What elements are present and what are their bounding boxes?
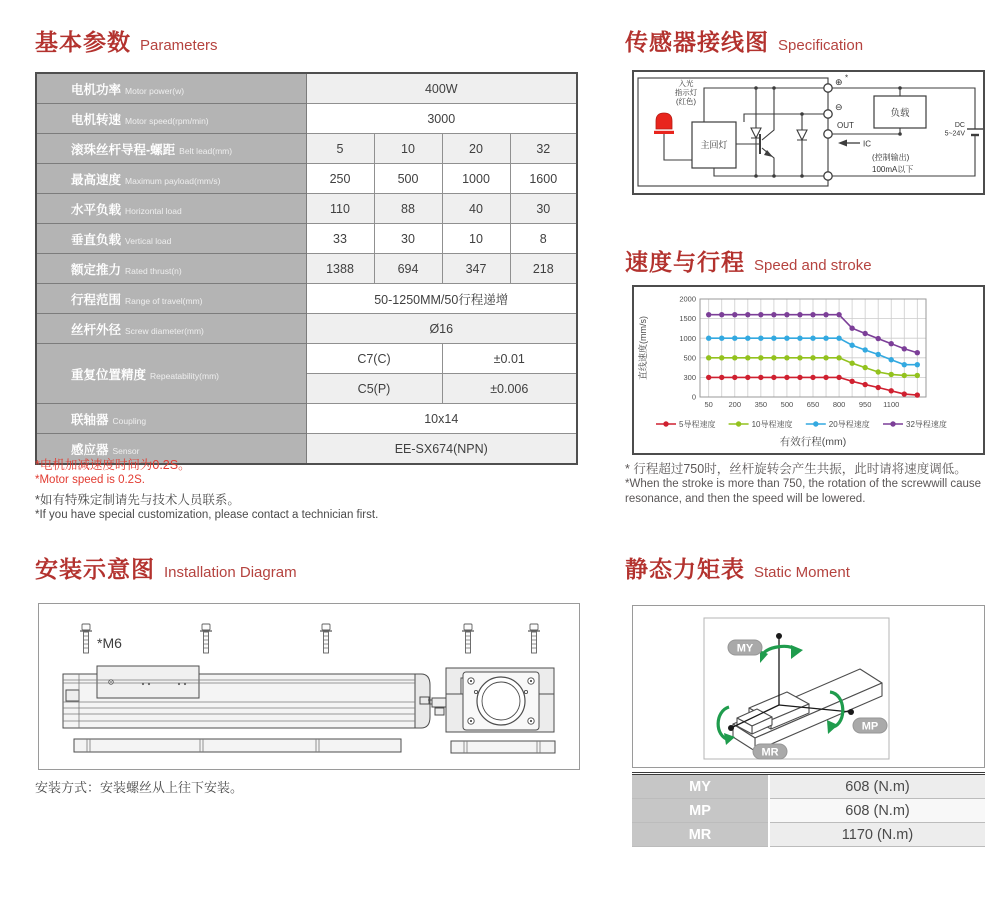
terminal-minus xyxy=(824,110,832,118)
moment-label: MR xyxy=(632,823,769,847)
param-row xyxy=(36,104,577,134)
svg-text:1500: 1500 xyxy=(679,314,696,324)
param-row xyxy=(36,134,577,164)
param-value: 1000 xyxy=(442,164,510,194)
param-label: 感应器 Sensor xyxy=(36,434,306,465)
led-base xyxy=(654,131,674,134)
param-row xyxy=(36,73,577,104)
svg-text:500: 500 xyxy=(683,353,696,363)
param-row xyxy=(36,344,577,374)
param-value: 10 xyxy=(442,224,510,254)
static-moment-title-en: Static Moment xyxy=(754,564,850,581)
plus-symbol: ⊕ xyxy=(835,77,843,87)
led-label-3: (红色) xyxy=(676,97,696,106)
moment-value: 608 (N.m) xyxy=(769,799,985,823)
svg-text:650: 650 xyxy=(806,400,820,409)
resonance-note xyxy=(625,462,981,507)
my-badge-label: MY xyxy=(736,642,754,655)
screw-icon xyxy=(200,624,212,653)
param-value: 30 xyxy=(374,224,442,254)
motor-end-view xyxy=(428,668,555,753)
param-value: 5 xyxy=(306,134,374,164)
param-label: 电机转速 Motor speed(rpm/min) xyxy=(36,104,306,134)
param-value: EE-SX674(NPN) xyxy=(306,434,577,465)
out-label: OUT xyxy=(837,121,854,130)
svg-text:1000: 1000 xyxy=(679,333,696,343)
moment-label: MP xyxy=(632,799,769,823)
wire-internal-2 xyxy=(744,114,828,122)
terminal-plus xyxy=(824,84,832,92)
legend-label: 32导程速度 xyxy=(906,420,947,429)
param-label: 电机功率 Motor power(w) xyxy=(36,73,306,104)
param-value: 50-1250MM/50行程递增 xyxy=(306,284,577,314)
param-value: ±0.01 xyxy=(442,344,577,374)
screw-icon xyxy=(462,624,474,653)
screw-icon xyxy=(80,624,92,653)
moment-value: 1170 (N.m) xyxy=(769,823,985,847)
plus-asterisk: * xyxy=(845,73,849,83)
param-value: C5(P) xyxy=(306,374,442,404)
mounting-screws xyxy=(80,624,540,653)
speed-stroke-title-cn: 速度与行程 xyxy=(625,249,745,275)
param-row xyxy=(36,194,577,224)
installation-title-en: Installation Diagram xyxy=(164,564,297,581)
static-moment-table xyxy=(632,772,985,847)
svg-text:50: 50 xyxy=(704,400,713,409)
dc-label-2: 5~24V xyxy=(944,130,965,138)
svg-text:350: 350 xyxy=(754,400,768,409)
static-moment-title xyxy=(625,551,850,584)
svg-text:800: 800 xyxy=(832,400,846,409)
param-label: 丝杆外径 Screw diameter(mm) xyxy=(36,314,306,344)
static-moment-diagram xyxy=(633,606,982,765)
param-value: 694 xyxy=(374,254,442,284)
m6-label: *M6 xyxy=(97,635,122,651)
sensor-wiring-diagram xyxy=(634,72,983,193)
param-row xyxy=(36,284,577,314)
svg-text:200: 200 xyxy=(728,400,742,409)
parameters-title xyxy=(35,24,218,57)
param-value: 10 xyxy=(374,134,442,164)
parameters-title-cn: 基本参数 xyxy=(35,29,131,55)
led-label-1: 入光 xyxy=(678,79,694,88)
legend-label: 5导程速度 xyxy=(679,420,716,429)
customization-note xyxy=(35,493,378,523)
motor-speed-note-cn: *电机加减速度时间为0.2S。 xyxy=(35,458,191,472)
param-label: 水平负载 Horizontal load xyxy=(36,194,306,224)
param-value: 30 xyxy=(510,194,577,224)
param-value: 1388 xyxy=(306,254,374,284)
motor-speed-note-en: *Motor speed is 0.2S. xyxy=(35,474,145,486)
wiring-title-cn: 传感器接线图 xyxy=(625,29,769,55)
installation-diagram xyxy=(39,604,577,767)
installation-diagram-box xyxy=(38,603,580,770)
param-value: 347 xyxy=(442,254,510,284)
legend-label: 10导程速度 xyxy=(751,420,793,429)
param-label: 行程范围 Range of travel(mm) xyxy=(36,284,306,314)
param-row xyxy=(36,314,577,344)
param-value: 8 xyxy=(510,224,577,254)
param-row xyxy=(36,404,577,434)
installation-title xyxy=(35,551,297,584)
speed-stroke-chart-box xyxy=(632,285,985,455)
ic-arrow-head xyxy=(838,140,847,147)
speed-stroke-title xyxy=(625,244,872,277)
resonance-note-en2: resonance, and then the speed will be lowered. xyxy=(625,493,866,505)
terminal-common xyxy=(824,172,832,180)
current-limit-label: 100mA以下 xyxy=(872,165,914,174)
param-label: 滚珠丝杆导程-螺距 Belt lead(mm) xyxy=(36,134,306,164)
rail-side-view xyxy=(63,666,430,752)
terminal-out xyxy=(824,130,832,138)
led-label-2: 指示灯 xyxy=(674,88,698,97)
moment-row xyxy=(632,823,985,847)
speed-stroke-chart xyxy=(634,287,983,453)
screw-icon xyxy=(528,624,540,653)
parameters-table xyxy=(35,72,578,465)
resonance-note-en1: *When the stroke is more than 750, the rotation of the screwwill cause xyxy=(625,478,982,490)
moment-label: MY xyxy=(632,775,769,799)
mp-badge-label: MP xyxy=(861,720,879,733)
wire-led xyxy=(664,133,692,160)
wiring-diagram-box xyxy=(632,70,985,195)
motor-bore-circle xyxy=(477,677,525,725)
moment-row xyxy=(632,799,985,823)
wiring-title xyxy=(625,24,863,57)
wire-internal-1 xyxy=(704,88,828,122)
param-value: 218 xyxy=(510,254,577,284)
x-axis-title: 有效行程(mm) xyxy=(779,436,847,448)
customization-note-cn: *如有特殊定制请先与技术人员联系。 xyxy=(35,493,240,507)
moment-row xyxy=(632,775,985,799)
moment-value: 608 (N.m) xyxy=(769,775,985,799)
main-circuit-label: 主回灯 xyxy=(700,140,728,150)
load-label: 负载 xyxy=(890,108,910,119)
motor-speed-note xyxy=(35,458,191,488)
control-output-label: (控制输出) xyxy=(872,153,910,162)
led-icon xyxy=(656,113,672,129)
param-row xyxy=(36,224,577,254)
param-value: 3000 xyxy=(306,104,577,134)
param-value: 10x14 xyxy=(306,404,577,434)
param-value: C7(C) xyxy=(306,344,442,374)
base-strip-side xyxy=(74,739,401,752)
param-value: ±0.006 xyxy=(442,374,577,404)
static-moment-title-cn: 静态力矩表 xyxy=(625,556,745,582)
installation-caption: 安装方式：安装螺丝从上往下安装。 xyxy=(35,780,244,795)
speed-stroke-title-en: Speed and stroke xyxy=(754,257,872,274)
param-value: 32 xyxy=(510,134,577,164)
minus-symbol: ⊖ xyxy=(835,102,843,112)
svg-text:0: 0 xyxy=(691,392,696,402)
svg-text:950: 950 xyxy=(858,400,872,409)
param-value: 88 xyxy=(374,194,442,224)
resonance-note-cn: * 行程超过750时，丝杆旋转会产生共振，此时请将速度调低。 xyxy=(625,462,967,476)
dc-label-1: DC xyxy=(954,122,965,129)
param-value: 40 xyxy=(442,194,510,224)
wiring-title-en: Specification xyxy=(778,37,864,54)
zener2-icon xyxy=(797,130,807,140)
installation-title-cn: 安装示意图 xyxy=(35,556,155,582)
svg-text:2000: 2000 xyxy=(679,294,696,304)
param-label: 重复位置精度 Repeatability(mm) xyxy=(36,344,306,404)
param-label: 额定推力 Rated thrust(n) xyxy=(36,254,306,284)
parameters-title-en: Parameters xyxy=(140,37,218,54)
wire-bottom-rail-left xyxy=(714,168,828,176)
param-label: 垂直负载 Vertical load xyxy=(36,224,306,254)
sensor-connector xyxy=(432,698,446,707)
ic-label: IC xyxy=(863,139,871,149)
param-value: 400W xyxy=(306,73,577,104)
param-row xyxy=(36,254,577,284)
param-row xyxy=(36,164,577,194)
param-value: 20 xyxy=(442,134,510,164)
param-value: 250 xyxy=(306,164,374,194)
wire-transistor xyxy=(762,88,774,176)
param-label: 最高速度 Maximum payload(mm/s) xyxy=(36,164,306,194)
y-axis-title: 直线速度(mm/s) xyxy=(638,316,648,380)
param-value: 110 xyxy=(306,194,374,224)
svg-text:300: 300 xyxy=(683,373,696,382)
param-value: 33 xyxy=(306,224,374,254)
param-value: 500 xyxy=(374,164,442,194)
param-value: 1600 xyxy=(510,164,577,194)
param-value: Ø16 xyxy=(306,314,577,344)
svg-text:500: 500 xyxy=(780,400,794,409)
legend-label: 20导程速度 xyxy=(828,420,870,429)
screw-icon xyxy=(320,624,332,653)
static-moment-diagram-box xyxy=(632,605,985,768)
svg-text:1100: 1100 xyxy=(883,400,900,409)
customization-note-en: *If you have special customization, please contact a technician first. xyxy=(35,509,379,521)
param-label: 联轴器 Coupling xyxy=(36,404,306,434)
mr-badge-label: MR xyxy=(761,746,779,759)
